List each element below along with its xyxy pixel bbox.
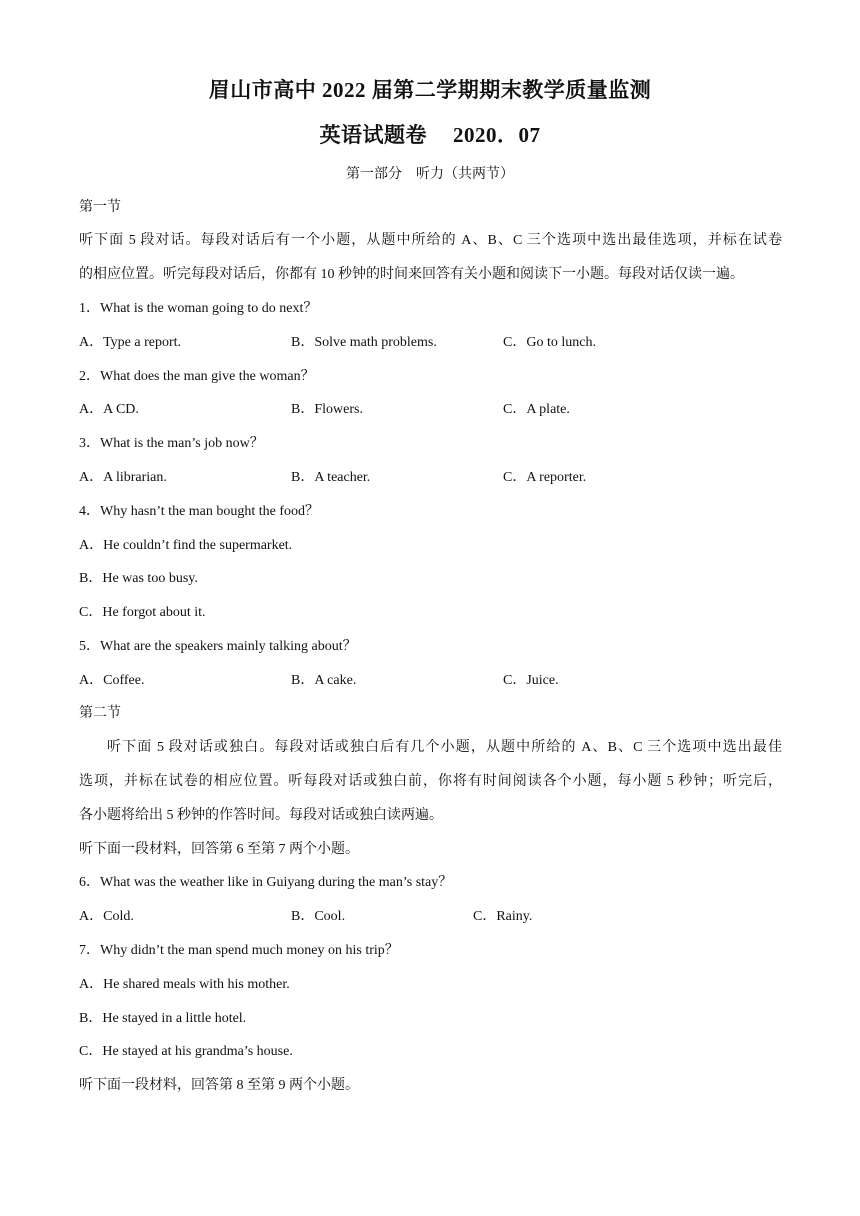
q6-option-b: B．Cool. [291, 909, 346, 924]
q2-option-b: B．Flowers. [291, 402, 363, 417]
part-heading [0, 163, 860, 183]
q1-option-c: C．Go to lunch. [503, 335, 596, 350]
q2-option-c: C．A plate. [503, 402, 570, 417]
section2-instructions-line1: 听下面 5 段对话或独白。每段对话或独白后有几个小题，从题中所给的 A、B、C 三个选项中选出最佳 [107, 740, 782, 755]
question-1: 1．What is the woman going to do next？ [79, 301, 318, 316]
exam-title: 眉山市高中 2022 届第二学期期末教学质量监测 [208, 78, 652, 102]
q3-option-b: B．A teacher. [291, 470, 371, 485]
q3-option-a: A．A librarian. [79, 470, 167, 485]
q7-option-a: A．He shared meals with his mother. [79, 977, 290, 992]
q3-option-c: C．A reporter. [503, 470, 587, 485]
paper-name: 英语试题卷 [319, 123, 427, 147]
question-7: 7．Why didn’t the man spend much money on his trip？ [79, 943, 399, 958]
q1-option-b: B．Solve math problems. [291, 335, 437, 350]
q2-option-a: A．A CD. [79, 402, 139, 417]
section2-instructions-line2: 选项，并标在试卷的相应位置。听每段对话或独白前，你将有时间阅读各个小题，每小题 5 秒钟；听完后， [79, 774, 782, 789]
question-3: 3．What is the man’s job now？ [79, 436, 264, 451]
question-2: 2．What does the man give the woman？ [79, 369, 315, 384]
part-number: 第一部分 [346, 167, 402, 182]
q6-option-a: A．Cold. [79, 909, 134, 924]
material-intro-2: 听下面一段材料，回答第 8 至第 9 两个小题。 [79, 1078, 359, 1093]
section1-instructions-line1: 听下面 5 段对话。每段对话后有一个小题，从题中所给的 A、B、C 三个选项中选出最佳选项，并标在试卷 [79, 233, 782, 248]
q5-option-c: C．Juice. [503, 673, 559, 688]
part-title: 听力（共两节） [416, 167, 514, 182]
section2-heading: 第二节 [79, 706, 121, 721]
q5-option-a: A．Coffee. [79, 673, 145, 688]
question-4: 4．Why hasn’t the man bought the food？ [79, 504, 320, 519]
q7-option-c: C．He stayed at his grandma’s house. [79, 1044, 293, 1059]
q5-option-b: B．A cake. [291, 673, 357, 688]
section2-instructions-line3: 各小题将给出 5 秒钟的作答时间。每段对话或独白读两遍。 [79, 808, 443, 823]
q1-option-a: A．Type a report. [79, 335, 182, 350]
exam-date: 2020．07 [453, 123, 541, 147]
q7-option-b: B．He stayed in a little hotel. [79, 1011, 247, 1026]
question-5: 5．What are the speakers mainly talking about？ [79, 639, 357, 654]
material-intro-1: 听下面一段材料，回答第 6 至第 7 两个小题。 [79, 842, 359, 857]
section1-instructions-line2: 的相应位置。听完每段对话后，你都有 10 秒钟的时间来回答有关小题和阅读下一小题。每段对话仅读一遍。 [79, 267, 744, 282]
exam-subtitle [0, 119, 860, 149]
q4-option-c: C．He forgot about it. [79, 605, 206, 620]
question-6: 6．What was the weather like in Guiyang during the man’s stay？ [79, 875, 453, 890]
section1-heading: 第一节 [79, 200, 121, 215]
q4-option-b: B．He was too busy. [79, 571, 198, 586]
q6-option-c: C．Rainy. [473, 909, 533, 924]
q4-option-a: A．He couldn’t find the supermarket. [79, 538, 293, 553]
